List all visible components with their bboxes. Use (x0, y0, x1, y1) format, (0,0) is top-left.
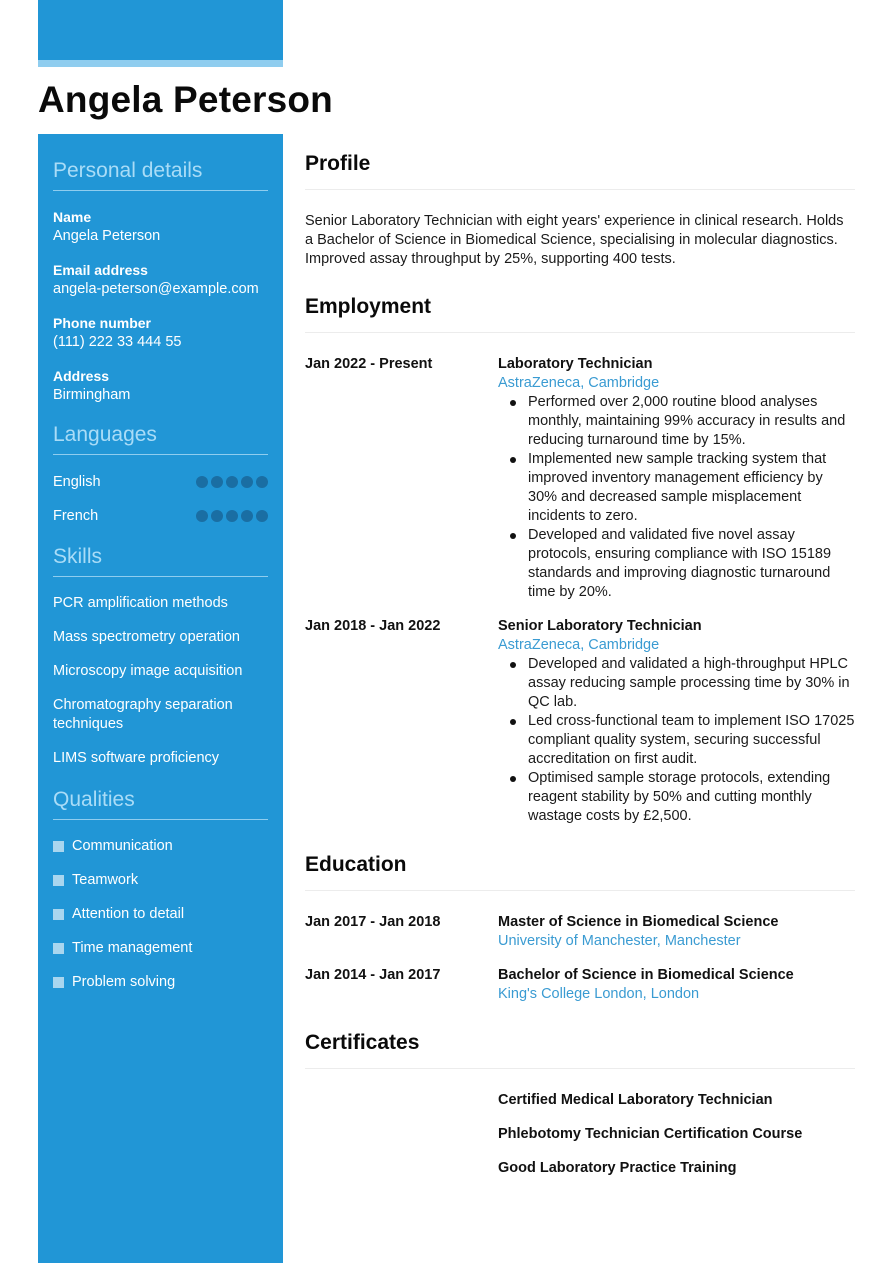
field-label: Phone number (53, 315, 152, 331)
employer: AstraZeneca, Cambridge (498, 375, 660, 391)
rating-dot-icon (241, 510, 253, 522)
rating-dot-icon (226, 476, 238, 488)
quality-label: Problem solving (72, 974, 176, 990)
resume-name: Angela Peterson (38, 79, 333, 120)
field-address (53, 367, 268, 405)
header-accent-stripe (38, 60, 283, 67)
language-level-rating (196, 510, 268, 522)
quality-item (53, 939, 268, 958)
rating-dot-icon (196, 510, 208, 522)
achievements-list (498, 393, 855, 602)
entry-body (498, 355, 855, 602)
employment-heading: Employment (305, 293, 855, 333)
entry-dates: Jan 2014 - Jan 2017 (305, 967, 441, 983)
personal-details-heading: Personal details (53, 158, 268, 191)
entry-dates: Jan 2018 - Jan 2022 (305, 618, 441, 634)
certificates-heading: Certificates (305, 1029, 855, 1069)
field-name (53, 208, 268, 246)
field-email (53, 261, 268, 299)
entry-dates: Jan 2017 - Jan 2018 (305, 914, 441, 930)
certificate-item: Good Laboratory Practice Training (498, 1160, 737, 1176)
rating-dot-icon (256, 476, 268, 488)
rating-dot-icon (226, 510, 238, 522)
employment-section (305, 293, 855, 826)
achievements-list (498, 655, 855, 826)
square-bullet-icon (53, 977, 64, 988)
personal-details-section (53, 158, 268, 405)
square-bullet-icon (53, 841, 64, 852)
profile-summary: Senior Laboratory Technician with eight years' experience in clinical research. Holds a Bachelor of Science in Biomedical Science, specialising in molecular diagnostics. Improved assay throughput by 25%, supporting 400 tests. (305, 213, 844, 267)
skill-item: Mass spectrometry operation (53, 629, 240, 645)
skill-item: LIMS software proficiency (53, 750, 220, 766)
job-title: Senior Laboratory Technician (498, 618, 702, 634)
languages-heading: Languages (53, 422, 268, 455)
skill-item: Microscopy image acquisition (53, 663, 243, 679)
languages-section (53, 422, 268, 525)
quality-item (53, 871, 268, 890)
rating-dot-icon (241, 476, 253, 488)
field-value: Angela Peterson (53, 228, 161, 244)
education-heading: Education (305, 851, 855, 891)
rating-dot-icon (211, 510, 223, 522)
rating-dot-icon (256, 510, 268, 522)
job-title: Laboratory Technician (498, 356, 653, 372)
skill-item: Chromatography separation techniques (53, 697, 233, 732)
language-item (53, 506, 268, 525)
language-level-rating (196, 476, 268, 488)
institution: King's College London, London (498, 986, 700, 1002)
education-entry (305, 913, 855, 951)
language-name: French (53, 507, 99, 524)
skills-heading: Skills (53, 544, 268, 577)
square-bullet-icon (53, 909, 64, 920)
entry-body (498, 617, 855, 826)
field-label: Email address (53, 262, 148, 278)
certificate-item: Certified Medical Laboratory Technician (498, 1092, 773, 1108)
skills-section (53, 544, 268, 768)
quality-label: Teamwork (72, 872, 139, 888)
entry-body (498, 913, 855, 951)
field-value: Birmingham (53, 387, 131, 403)
education-section (305, 851, 855, 1004)
certificates-section (305, 1029, 855, 1178)
certificate-item: Phlebotomy Technician Certification Course (498, 1126, 803, 1142)
language-name: English (53, 473, 101, 490)
achievement-item: Developed and validated a high-throughput HPLC assay reducing sample processing time by 30% in QC lab. (498, 655, 855, 712)
quality-item (53, 905, 268, 924)
institution: University of Manchester, Manchester (498, 933, 741, 949)
language-item (53, 472, 268, 491)
rating-dot-icon (196, 476, 208, 488)
header-color-band (38, 0, 283, 60)
field-value: angela-peterson@example.com (53, 281, 259, 297)
achievement-item: Developed and validated five novel assay protocols, ensuring compliance with ISO 15189 standards and improving diagnostic turnaround time by 20%. (498, 526, 855, 602)
quality-label: Attention to detail (72, 906, 185, 922)
skill-item: PCR amplification methods (53, 595, 228, 611)
qualities-heading: Qualities (53, 787, 268, 820)
square-bullet-icon (53, 875, 64, 886)
profile-section (305, 150, 855, 269)
profile-heading: Profile (305, 150, 855, 190)
quality-item (53, 837, 268, 856)
employment-entry (305, 617, 855, 826)
achievement-item: Led cross-functional team to implement ISO 17025 compliant quality system, securing successful accreditation on first audit. (498, 712, 855, 769)
square-bullet-icon (53, 943, 64, 954)
main-content (305, 150, 855, 1193)
entry-dates: Jan 2022 - Present (305, 356, 433, 372)
quality-label: Time management (72, 940, 193, 956)
qualities-section (53, 787, 268, 992)
employer: AstraZeneca, Cambridge (498, 637, 660, 653)
field-value: (111) 222 33 444 55 (53, 334, 182, 350)
achievement-item: Optimised sample storage protocols, extending reagent stability by 50% and cutting monthly wastage costs by £2,500. (498, 769, 855, 826)
achievement-item: Performed over 2,000 routine blood analyses monthly, maintaining 99% accuracy in results and reducing turnaround time by 15%. (498, 393, 855, 450)
achievement-item: Implemented new sample tracking system that improved inventory management efficiency by 30% and decreased sample misplacement incidents to zero. (498, 450, 855, 526)
sidebar (38, 134, 283, 1263)
quality-label: Communication (72, 838, 173, 854)
employment-entry (305, 355, 855, 602)
quality-item (53, 973, 268, 992)
education-entry (305, 966, 855, 1004)
field-label: Address (53, 368, 110, 384)
degree-title: Master of Science in Biomedical Science (498, 914, 779, 930)
field-phone (53, 314, 268, 352)
entry-body (498, 966, 855, 1004)
rating-dot-icon (211, 476, 223, 488)
degree-title: Bachelor of Science in Biomedical Science (498, 967, 794, 983)
field-label: Name (53, 209, 92, 225)
